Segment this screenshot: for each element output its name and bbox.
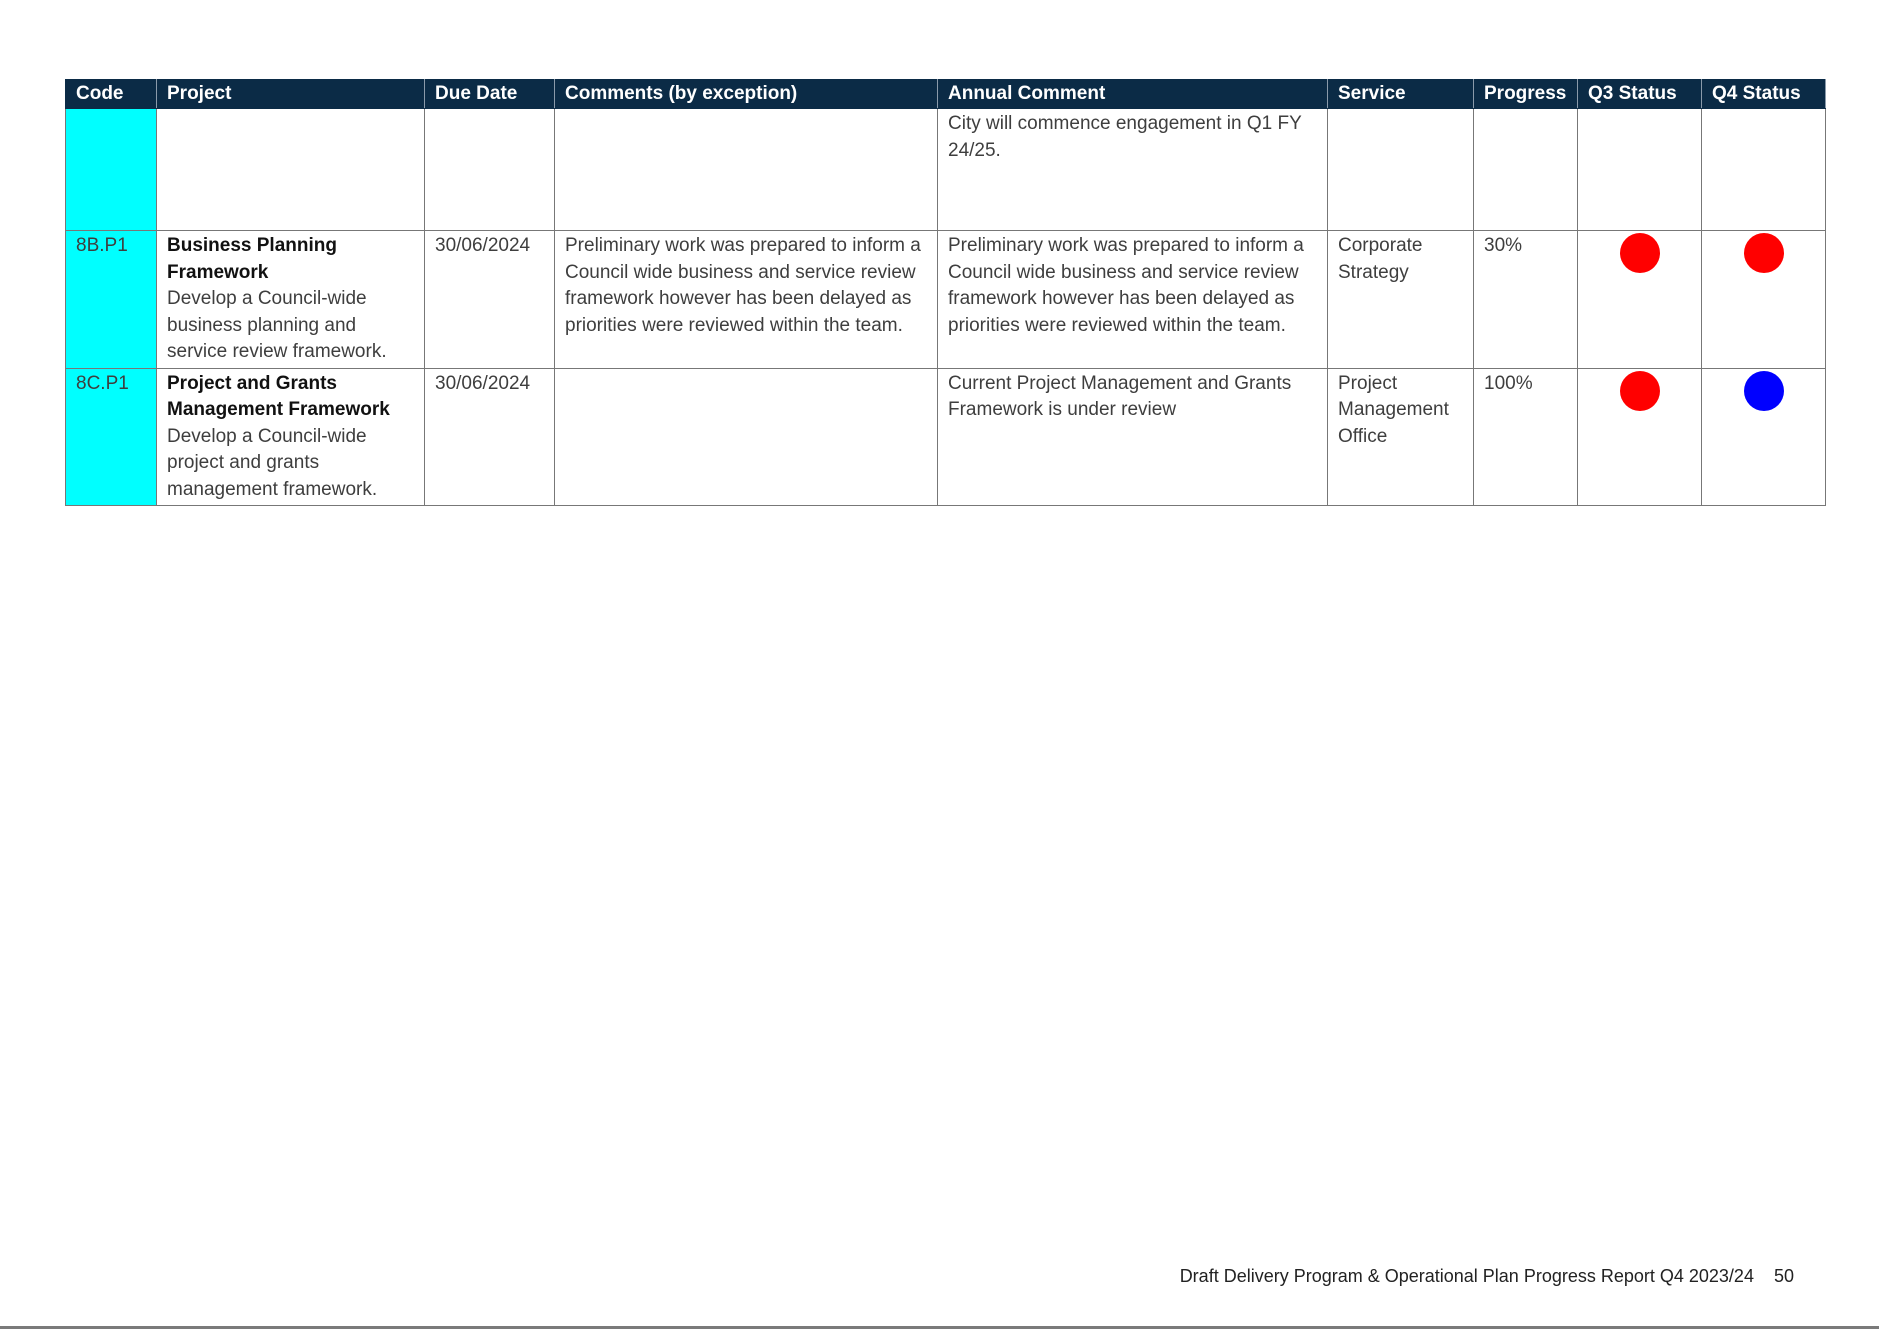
row-progress xyxy=(1474,109,1578,231)
project-description: Develop a Council-wide project and grants management framework. xyxy=(167,425,378,500)
row-project xyxy=(157,109,425,231)
header-project: Project xyxy=(157,80,425,109)
table-row xyxy=(66,231,1826,369)
page-number: 50 xyxy=(1773,1266,1794,1286)
footer-title: Draft Delivery Program & Operational Plan Progress Report Q4 2023/24 xyxy=(1179,1266,1754,1286)
header-code: Code xyxy=(66,80,157,109)
header-progress: Progress xyxy=(1474,80,1578,109)
header-service: Service xyxy=(1328,80,1474,109)
row-comments xyxy=(555,368,938,506)
header-annual-comment: Annual Comment xyxy=(938,80,1328,109)
table-row xyxy=(66,368,1826,506)
project-title: Project and Grants Management Framework xyxy=(167,372,390,420)
row-code: 8B.P1 xyxy=(66,231,157,369)
header-q3-status: Q3 Status xyxy=(1578,80,1702,109)
row-code: 8C.P1 xyxy=(66,368,157,506)
header-due-date: Due Date xyxy=(425,80,555,109)
q4-status-dot xyxy=(1744,233,1784,273)
progress-report-table xyxy=(65,79,1826,506)
row-annual-comment: City will commence engagement in Q1 FY 24/25. xyxy=(938,109,1328,231)
row-progress: 100% xyxy=(1474,368,1578,506)
row-service: Project Management Office xyxy=(1328,368,1474,506)
row-service: Corporate Strategy xyxy=(1328,231,1474,369)
row-q4-status xyxy=(1702,109,1826,231)
row-code xyxy=(66,109,157,231)
row-q4-status xyxy=(1702,231,1826,369)
row-due-date: 30/06/2024 xyxy=(425,231,555,369)
row-q3-status xyxy=(1578,368,1702,506)
q3-status-dot xyxy=(1620,371,1660,411)
row-due-date: 30/06/2024 xyxy=(425,368,555,506)
row-comments xyxy=(555,109,938,231)
project-description: Develop a Council-wide business planning and service review framework. xyxy=(167,288,387,362)
header-comments: Comments (by exception) xyxy=(555,80,938,109)
row-progress: 30% xyxy=(1474,231,1578,369)
q4-status-dot xyxy=(1744,371,1784,411)
table-row xyxy=(66,109,1826,231)
row-project xyxy=(157,368,425,506)
row-due-date xyxy=(425,109,555,231)
project-title: Business Planning Framework xyxy=(167,235,337,283)
row-comments: Preliminary work was prepared to inform a Council wide business and service review framework however has been delayed as priorities were reviewed within the team. xyxy=(555,231,938,369)
row-annual-comment: Preliminary work was prepared to inform a Council wide business and service review framework however has been delayed as priorities were reviewed within the team. xyxy=(938,231,1328,369)
table-header-row xyxy=(66,80,1826,109)
row-annual-comment: Current Project Management and Grants Framework is under review xyxy=(938,368,1328,506)
row-q3-status xyxy=(1578,231,1702,369)
q3-status-dot xyxy=(1620,233,1660,273)
row-project xyxy=(157,231,425,369)
row-q4-status xyxy=(1702,368,1826,506)
row-service xyxy=(1328,109,1474,231)
header-q4-status: Q4 Status xyxy=(1702,80,1826,109)
row-q3-status xyxy=(1578,109,1702,231)
page-footer xyxy=(1180,1266,1794,1287)
